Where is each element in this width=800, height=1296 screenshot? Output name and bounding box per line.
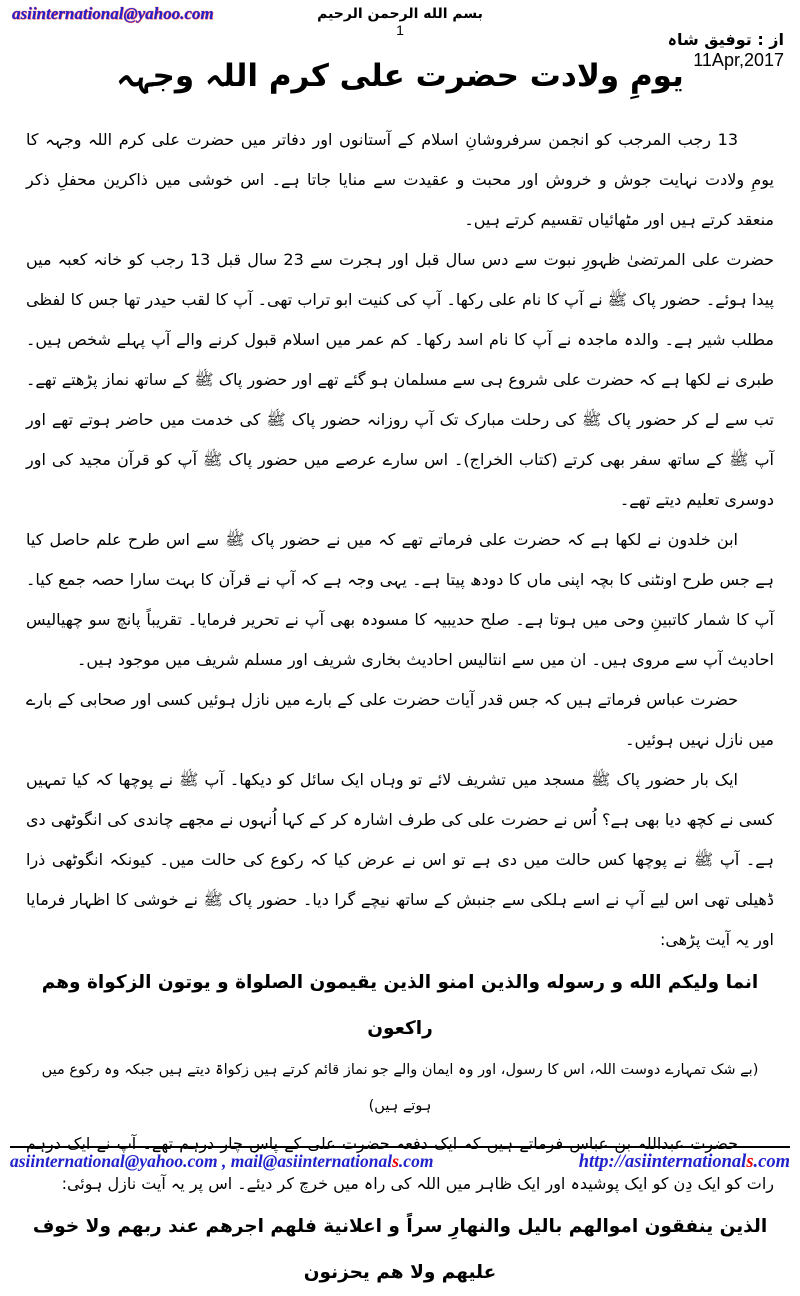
- quran-verse-1: انما وليكم الله و رسوله والذين امنو الذين يقيمون الصلواة و يوتون الزكواة وهم راكعون: [41, 972, 759, 1039]
- quran-verse-1-translation: (بے شک تمہارے دوست اللہ، اس کا رسول، اور وہ ایمان والے جو نماز قائم کرتے ہیں زکواۃ دیتے ہیں جبکہ وہ رکوع میں ہوتے ہیں): [41, 1062, 759, 1114]
- footer-email-mail-red-s: s: [392, 1151, 399, 1171]
- footer-url-red-s: s: [746, 1152, 754, 1172]
- quran-verse-2: الذين ينفقون اموالهم باليل والنهارِ سراً و اعلانية فلهم اجرهم عند ربهم ولا خوف عليهم ولا هم يحزنون: [32, 1216, 768, 1283]
- bismillah-text: بسم الله الرحمن الرحيم: [317, 6, 483, 22]
- footer: [10, 1146, 790, 1173]
- footer-website: [579, 1152, 790, 1173]
- footer-email-separator: ,: [217, 1151, 231, 1171]
- footer-url-post: .com: [753, 1152, 790, 1172]
- paragraph-ibn-khaldun: ابن خلدون نے لکھا ہے کہ حضرت علی فرماتے تھے کہ میں نے حضور پاک ﷺ سے اس طرح علم حاصل کیا ہے جس طرح اونٹنی کا بچہ اپنی ماں کا دودھ پیتا ہے۔ یہی وجہ ہے کہ آپ نے قرآن کا بہت سارا حصہ جمع کیا۔ آپ کا شمار کاتبینِ وحی میں ہوتا ہے۔ صلح حدیبیہ کا مسودہ بھی آپ نے تحریر فرمایا۔ تقریباً پانچ سو چھیالیس احادیث آپ سے مروی ہیں۔ ان میں سے انتالیس احادیث بخاری شریف اور مسلم شریف میں موجود ہیں۔: [26, 530, 774, 669]
- page-title: یومِ ولادت حضرت علی کرم اللہ وجہہ: [116, 58, 684, 94]
- footer-email-mail-link[interactable]: [231, 1151, 434, 1171]
- footer-url-pre: http://asiinternational: [578, 1152, 747, 1172]
- footer-emails: [10, 1151, 433, 1172]
- paragraph-hazrat-abbas: حضرت عباس فرماتے ہیں کہ جس قدر آیات حضرت علی کے بارے میں نازل ہوئیں کسی اور صحابی کے بارے میں نازل نہیں ہوئیں۔: [26, 690, 774, 749]
- header-email-link[interactable]: asiinternational@yahoo.com: [12, 4, 214, 23]
- paragraph-intro: 13 رجب المرجب کو انجمن سرفروشانِ اسلام کے آستانوں اور دفاتر میں حضرت علی کرم اللہ وجہہ کا یومِ ولادت نہایت جوش و خروش اور محبت و عقیدت سے منایا جاتا ہے۔ اس خوشی میں ذاکرین محفلِ ذکر منعقد کرتے ہیں اور مٹھائیاں تقسیم کرتے ہیں۔: [26, 130, 774, 229]
- page-number: 1: [396, 22, 404, 38]
- footer-email-yahoo-link[interactable]: asiinternational@yahoo.com: [10, 1151, 218, 1171]
- publish-date: 11Apr,2017: [693, 50, 784, 70]
- paragraph-ring-story: ایک بار حضور پاک ﷺ مسجد میں تشریف لائے تو وہاں ایک سائل کو دیکھا۔ آپ ﷺ نے پوچھا کہ کیا تمہیں کسی نے کچھ دیا بھی ہے؟ اُس نے حضرت علی کی طرف اشارہ کر کے کہا اُنہوں نے مجھے چاندی کی انگوٹھی دی ہے۔ آپ ﷺ نے پوچھا کس حالت میں دی ہے تو اس نے عرض کیا کہ رکوع کی حالت میں۔ کیونکہ انگوٹھی ذرا ڈھیلی تھی اس لیے آپ نے اسے ہلکی سے جنبش کے ساتھ نیچے گرا دیا۔ حضور پاک ﷺ نے خوشی کا اظہار فرمایا اور یہ آیت پڑھی:: [26, 770, 774, 949]
- article-body: [26, 120, 774, 1296]
- author-byline: از : توفیق شاہ: [667, 30, 784, 49]
- footer-email-mail-post: .com: [398, 1151, 434, 1171]
- paragraph-four-dirhams: حضرت عبداللہ بن عباس فرماتے ہیں کہ ایک دفعہ حضرت علی کے پاس چار درہم تھے۔ آپ نے ایک درہم رات کو ایک دِن کو ایک پوشیدہ اور ایک ظاہر میں اللہ کی راہ میں خرچ کر دیئے۔ اس پر یہ آیت نازل ہوئی:: [26, 1134, 774, 1193]
- footer-website-link[interactable]: [579, 1152, 790, 1172]
- paragraph-birth-and-life: حضرت علی المرتضیٰ ظہورِ نبوت سے دس سال قبل اور ہجرت سے 23 سال قبل 13 رجب کو خانہ کعبہ میں پیدا ہوئے۔ حضور پاک ﷺ نے آپ کا نام علی رکھا۔ آپ کی کنیت ابو تراب تھی۔ آپ کا لقب حیدر تھا جس کا لفظی مطلب شیر ہے۔ والدہ ماجدہ نے آپ کا نام اسد رکھا۔ کم عمر میں اسلام قبول کرنے والے آپ پہلے شخص ہیں۔ طبری نے لکھا ہے کہ حضرت علی شروع ہی سے مسلمان ہو گئے تھے اور حضور پاک ﷺ کے ساتھ نماز پڑھتے تھے۔ تب سے لے کر حضور پاک ﷺ کی رحلت مبارک تک آپ روزانہ حضور پاک ﷺ کی خدمت میں حاضر ہوتے تھے اور آپ ﷺ کے ساتھ سفر بھی کرتے (کتاب الخراج)۔ اس سارے عرصے میں حضور پاک ﷺ آپ کو قرآن مجید کی اور دوسری تعلیم دیتے تھے۔: [26, 250, 774, 509]
- footer-email-mail-pre: mail@asiinternational: [230, 1151, 393, 1171]
